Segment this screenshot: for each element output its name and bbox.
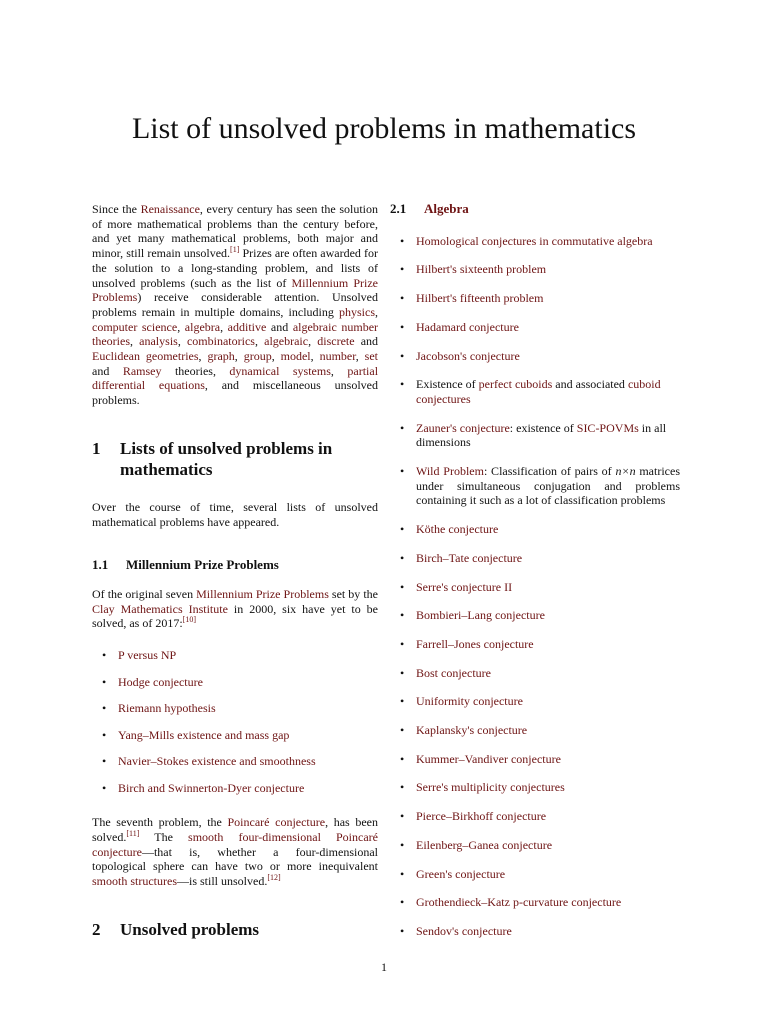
list-item <box>390 551 680 566</box>
link-homological-conjectures[interactable]: Homological conjectures in commutative algebra <box>416 233 653 248</box>
ref-12[interactable]: [12] <box>267 873 281 883</box>
link-kummer-vandiver-conjecture[interactable]: Kummer–Vandiver conjecture <box>416 751 561 766</box>
millennium-paragraph: Of the original seven Millennium Prize Problems set by the Clay Mathematics Institute in 2000, six have yet to be solved, as of 2017:[10] <box>92 586 379 631</box>
link-hilberts-sixteenth[interactable]: Hilbert's sixteenth problem <box>416 262 547 277</box>
list-item <box>92 781 378 796</box>
link-algebraic[interactable]: algebraic <box>264 334 309 349</box>
section-1-text: Over the course of time, several lists of unsolved mathematical problems have appeared. <box>92 499 378 529</box>
link-jacobsons-conjecture[interactable]: Jacobson's conjecture <box>416 348 520 363</box>
link-hodge-conjecture[interactable]: Hodge conjecture <box>118 674 203 689</box>
link-bombieri-lang-conjecture[interactable]: Bombieri–Lang conjecture <box>416 608 545 623</box>
section-number: 1.1 <box>92 557 109 573</box>
link-discrete[interactable]: discrete <box>317 334 355 349</box>
link-hadamard-conjecture[interactable]: Hadamard conjecture <box>416 319 519 334</box>
list-item <box>92 648 378 663</box>
list-item <box>390 809 680 824</box>
link-additive[interactable]: additive <box>227 319 267 334</box>
section-1-heading <box>92 438 378 480</box>
link-smooth-structures[interactable]: smooth structures <box>92 874 177 889</box>
link-birch-tate-conjecture[interactable]: Birch–Tate conjecture <box>416 550 523 565</box>
link-yang-mills[interactable]: Yang–Mills existence and mass gap <box>118 727 290 742</box>
link-millennium-prize-problems[interactable]: Millennium Prize Problems <box>196 586 329 601</box>
list-item <box>390 637 680 652</box>
ref-11[interactable]: [11] <box>126 828 140 838</box>
list-item <box>390 262 680 277</box>
link-algebra[interactable]: algebra <box>184 319 221 334</box>
poincare-paragraph: The seventh problem, the Poincaré conjecture, has been solved.[11] The smooth four-dimensional Poincaré conjecture—that is, whether a four-dimensional topological sphere can have two or more inequivalent smooth structures—is still unsolved.[12] <box>92 815 379 889</box>
list-item <box>92 754 378 769</box>
list-item <box>390 752 680 767</box>
link-eilenberg-ganea-conjecture[interactable]: Eilenberg–Ganea conjecture <box>416 837 553 852</box>
list-item <box>390 234 680 249</box>
link-pierce-birkhoff-conjecture[interactable]: Pierce–Birkhoff conjecture <box>416 809 547 824</box>
link-dynamical-systems[interactable]: dynamical systems <box>229 363 331 378</box>
list-item <box>390 723 680 738</box>
section-title: Unsolved problems <box>120 919 260 939</box>
section-title: Algebra <box>424 201 469 216</box>
link-physics[interactable]: physics <box>339 304 375 319</box>
millennium-list <box>92 648 378 795</box>
list-item <box>390 580 680 595</box>
link-greens-conjecture[interactable]: Green's conjecture <box>416 866 506 881</box>
section-title: Millennium Prize Problems <box>126 557 279 573</box>
link-bost-conjecture[interactable]: Bost conjecture <box>416 665 491 680</box>
list-item: • Existence of perfect cuboids and associated cuboid conjectures <box>390 377 680 406</box>
link-sendovs-conjecture[interactable]: Sendov's conjecture <box>416 923 512 938</box>
section-number: 2.1 <box>390 201 407 216</box>
page-number: 1 <box>381 960 387 974</box>
link-number[interactable]: number <box>319 349 356 364</box>
list-item <box>390 291 680 306</box>
link-hilberts-fifteenth[interactable]: Hilbert's fifteenth problem <box>416 291 544 306</box>
link-algebraic-number-theories[interactable]: algebraic number theories <box>92 319 379 349</box>
section-2-heading <box>92 919 378 940</box>
list-item <box>390 694 680 709</box>
link-grothendieck-katz-conjecture[interactable]: Grothendieck–Katz p-curvature conjecture <box>416 895 622 910</box>
section-2-1-heading <box>390 202 680 217</box>
ref-10[interactable]: [10] <box>182 615 196 625</box>
link-clay-mathematics-institute[interactable]: Clay Mathematics Institute <box>92 601 228 616</box>
link-kothe-conjecture[interactable]: Köthe conjecture <box>416 522 499 537</box>
link-serres-conjecture-ii[interactable]: Serre's conjecture II <box>416 579 513 594</box>
link-poincare-conjecture[interactable]: Poincaré conjecture <box>227 815 326 830</box>
link-uniformity-conjecture[interactable]: Uniformity conjecture <box>416 694 523 709</box>
link-perfect-cuboids[interactable]: perfect cuboids <box>478 377 553 392</box>
link-navier-stokes[interactable]: Navier–Stokes existence and smoothness <box>118 754 316 769</box>
section-number: 2 <box>92 919 101 939</box>
algebra-list <box>390 234 680 939</box>
list-item <box>390 780 680 795</box>
link-zauners-conjecture[interactable]: Zauner's conjecture <box>416 420 510 435</box>
list-item <box>390 522 680 537</box>
link-group[interactable]: group <box>243 349 272 364</box>
link-set[interactable]: set <box>364 349 379 364</box>
right-column <box>390 202 680 939</box>
link-serres-multiplicity-conjectures[interactable]: Serre's multiplicity conjectures <box>416 780 565 795</box>
link-birch-swinnerton-dyer[interactable]: Birch and Swinnerton-Dyer conjecture <box>118 780 305 795</box>
list-item <box>390 838 680 853</box>
left-column <box>92 202 378 940</box>
section-number: 1 <box>92 438 101 458</box>
list-item <box>390 895 680 910</box>
list-item <box>390 320 680 335</box>
link-ramsey[interactable]: Ramsey <box>122 363 162 378</box>
list-item <box>92 675 378 690</box>
list-item <box>92 728 378 743</box>
list-item <box>390 349 680 364</box>
link-graph[interactable]: graph <box>207 349 235 364</box>
list-item: • Wild Problem: Classification of pairs of n×n matrices under simultaneous conjugation and problems containing it such as a lot of classification problems <box>390 464 680 508</box>
link-computer-science[interactable]: computer science <box>92 319 178 334</box>
list-item <box>390 608 680 623</box>
link-kaplanskys-conjecture[interactable]: Kaplansky's conjecture <box>416 723 528 738</box>
link-analysis[interactable]: analysis <box>139 334 178 349</box>
link-renaissance[interactable]: Renaissance <box>140 202 200 216</box>
link-partial-differential-equations[interactable]: partial differential equations <box>92 363 379 393</box>
link-p-versus-np[interactable]: P versus NP <box>118 648 177 663</box>
link-wild-problem[interactable]: Wild Problem <box>416 464 484 479</box>
link-cuboid-conjectures[interactable]: cuboid conjectures <box>416 377 661 406</box>
link-sic-povms[interactable]: SIC-POVMs <box>576 420 639 435</box>
link-millennium-prize-problems[interactable]: Millennium Prize Problems <box>92 275 378 305</box>
page-title: List of unsolved problems in mathematics <box>131 112 637 145</box>
intro-paragraph: Since the Renaissance, every century has seen the solution of more mathematical problems than the century before, and yet many mathematical problems, both major and minor, still remain unsolved.[1] Prizes are often awarded for the solution to a long-standing problem, and lists of unsolved problems (such as the list of Millennium Prize Problems) receive considerable attention. Unsolved problems remain in multiple domains, including physics, computer science, algebra, additive and algebraic number theories, analysis, combinatorics, algebraic, discrete and Euclidean geometries, graph, group, model, number, set and Ramsey theories, dynamical systems, partial differential equations, and miscellaneous unsolved problems. <box>92 202 379 408</box>
link-model[interactable]: model <box>280 349 311 364</box>
section-title: Lists of unsolved problems in mathematics <box>120 438 333 479</box>
link-euclidean-geometries[interactable]: Euclidean geometries <box>92 349 199 364</box>
list-item <box>390 666 680 681</box>
list-item <box>390 924 680 939</box>
list-item: • Zauner's conjecture: existence of SIC-POVMs in all dimensions <box>390 421 680 450</box>
link-smooth-4d-poincare[interactable]: smooth four-dimensional Poincaré conjecture <box>92 829 378 859</box>
list-item <box>390 867 680 882</box>
ref-1[interactable]: [1] <box>230 245 240 255</box>
link-riemann-hypothesis[interactable]: Riemann hypothesis <box>118 701 216 716</box>
link-farrell-jones-conjecture[interactable]: Farrell–Jones conjecture <box>416 636 534 651</box>
list-item <box>92 701 378 716</box>
link-combinatorics[interactable]: combinatorics <box>186 334 255 349</box>
section-1-1-heading <box>92 558 378 573</box>
